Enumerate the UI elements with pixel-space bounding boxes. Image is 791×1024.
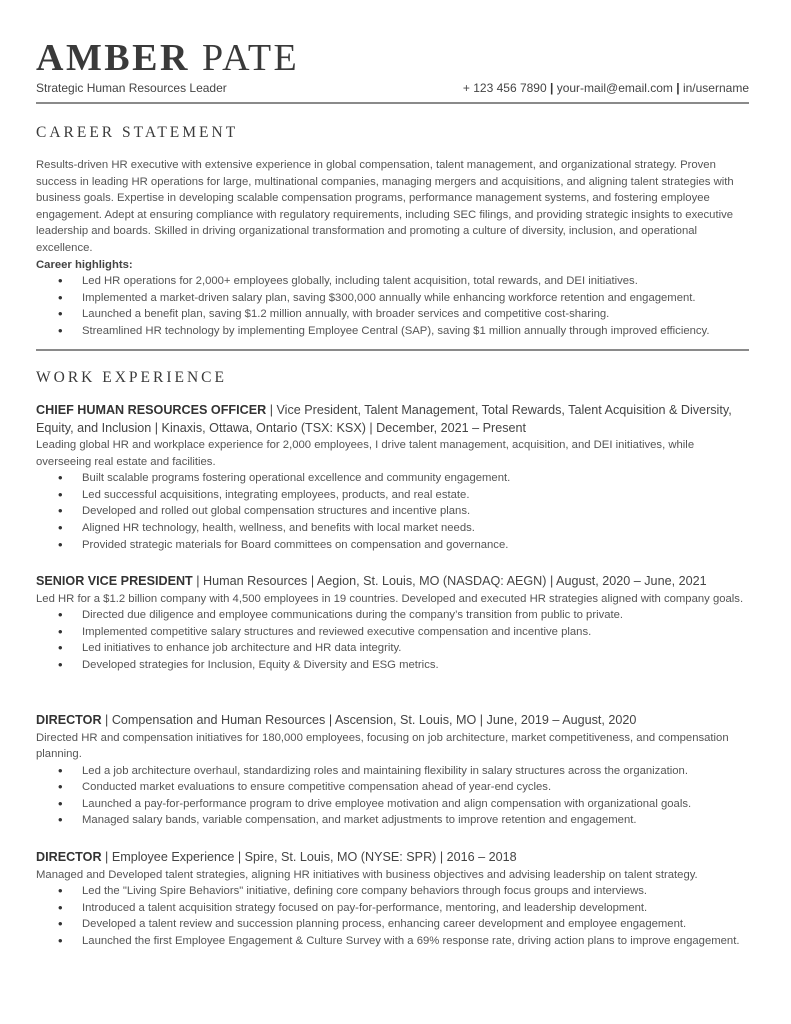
list-item: • Led HR operations for 2,000+ employees globally, including talent acquisition, total rewards, and DEI initiatives. <box>36 273 751 290</box>
header-divider <box>36 102 749 104</box>
job-bullets <box>36 883 751 949</box>
list-item: • Led successful acquisitions, integrating employees, products, and real estate. <box>36 487 751 504</box>
email: your-mail@email.com <box>556 81 673 95</box>
list-item: • Introduced a talent acquisition strategy focused on pay-for-performance, mentoring, and leadership development. <box>36 900 751 917</box>
list-item: • Led a job architecture overhaul, standardizing roles and maintaining flexibility in salary structures across the organization. <box>36 763 751 780</box>
list-item: • Developed strategies for Inclusion, Equity & Diversity and ESG metrics. <box>36 657 751 674</box>
job-details: | Compensation and Human Resources | Ascension, St. Louis, MO | June, 2019 – August, 2020 <box>101 713 637 727</box>
list-item: • Streamlined HR technology by implementing Employee Central (SAP), saving $1 million annually through improved efficiency. <box>36 323 751 340</box>
list-item: • Directed due diligence and employee communications during the company’s transition from public to private. <box>36 607 751 624</box>
career-summary: Results-driven HR executive with extensive experience in global compensation, talent management, and organizational strategy. Proven success in leading HR operations for large, multinational companies, managing mergers and acquisitions, and aligning talent strategies with business goals. Expertise in developing scalable compensation programs, performance management systems, and fostering employee engagement. Adept at ensuring compliance with regulatory requirements, including SEC filings, and providing strategic insights to executive leadership and boards. Skilled in driving organizational transformation and promoting a culture of diversity, inclusion, and operational excellence. <box>36 159 734 254</box>
last-name: PATE <box>201 37 300 79</box>
job-header <box>36 849 751 867</box>
job-title: DIRECTOR <box>36 713 102 727</box>
list-item: • Led initiatives to enhance job architecture and HR data integrity. <box>36 640 751 657</box>
job-bullets <box>36 607 751 673</box>
list-item: • Implemented competitive salary structures and reviewed executive compensation and incentive plans. <box>36 624 751 641</box>
job-details: | Employee Experience | Spire, St. Louis, MO (NYSE: SPR) | 2016 – 2018 <box>101 850 517 864</box>
job-header <box>36 402 751 437</box>
job-description: Led HR for a $1.2 billion company with 4,500 employees in 19 countries. Developed and executed HR strategies aligned with company goals. <box>36 592 744 605</box>
job-bullets <box>36 470 751 553</box>
candidate-name <box>36 38 299 78</box>
list-item: • Built scalable programs fostering operational excellence and community engagement. <box>36 470 751 487</box>
career-statement-heading: CAREER STATEMENT <box>36 124 239 141</box>
phone: + 123 456 7890 <box>462 81 547 95</box>
job-entry <box>36 849 751 949</box>
list-item: • Provided strategic materials for Board committees on compensation and governance. <box>36 537 751 554</box>
job-bullets <box>36 763 751 829</box>
list-item: • Aligned HR technology, health, wellness, and benefits with local market needs. <box>36 520 751 537</box>
list-item: • Launched the first Employee Engagement & Culture Survey with a 69% response rate, driving action plans to improve engagement. <box>36 933 751 950</box>
list-item: • Conducted market evaluations to ensure competitive compensation ahead of year-end cycles. <box>36 779 751 796</box>
career-highlights-list <box>36 273 751 339</box>
job-title: SENIOR VICE PRESIDENT <box>36 574 193 588</box>
linkedin: in/username <box>682 81 749 95</box>
professional-title: Strategic Human Resources Leader <box>36 81 227 95</box>
job-entry <box>36 712 751 829</box>
job-title: CHIEF HUMAN RESOURCES OFFICER <box>36 403 267 417</box>
list-item: • Managed salary bands, variable compensation, and market adjustments to improve retention and engagement. <box>36 812 751 829</box>
section-divider <box>36 349 749 351</box>
job-entry <box>36 402 751 553</box>
list-item: • Launched a benefit plan, saving $1.2 million annually, with broader services and competitive cost-sharing. <box>36 306 751 323</box>
career-statement <box>36 157 751 340</box>
job-entry <box>36 573 751 673</box>
first-name: AMBER <box>36 37 190 79</box>
separator: | <box>550 81 554 95</box>
contact-info <box>463 81 749 95</box>
job-description: Leading global HR and workplace experience for 2,000 employees, I drive talent management, acquisition, and DEI initiatives, while overseeing real estate and facilities. <box>36 439 695 468</box>
list-item: • Implemented a market-driven salary plan, saving $300,000 annually while enhancing workforce retention and engagement. <box>36 290 751 307</box>
list-item: • Launched a pay-for-performance program to drive employee motivation and align compensation with organizational goals. <box>36 796 751 813</box>
list-item: • Developed a talent review and succession planning process, enhancing career development and employee engagement. <box>36 916 751 933</box>
career-highlights-label: Career highlights: <box>36 258 133 271</box>
list-item: • Developed and rolled out global compensation structures and incentive plans. <box>36 503 751 520</box>
job-title: DIRECTOR <box>36 850 102 864</box>
list-item: • Led the "Living Spire Behaviors" initiative, defining core company behaviors through focus groups and interviews. <box>36 883 751 900</box>
work-experience-heading: WORK EXPERIENCE <box>36 369 227 386</box>
job-details: | Human Resources | Aegion, St. Louis, MO (NASDAQ: AEGN) | August, 2020 – June, 2021 <box>192 574 707 588</box>
job-header <box>36 712 751 730</box>
separator: | <box>676 81 680 95</box>
job-description: Managed and Developed talent strategies, aligning HR initiatives with business objectives and advising leadership on talent strategy. <box>36 868 698 881</box>
job-description: Directed HR and compensation initiatives for 180,000 employees, focusing on job architecture, market competitiveness, and compensation planning. <box>36 731 729 761</box>
job-header <box>36 573 751 591</box>
job-details: | Vice President, Talent Management, Total Rewards, Talent Acquisition & Diversity, Equity, and Inclusion | Kinaxis, Ottawa, Ontario (TSX: KSX) | December, 2021 – Present <box>36 403 732 435</box>
